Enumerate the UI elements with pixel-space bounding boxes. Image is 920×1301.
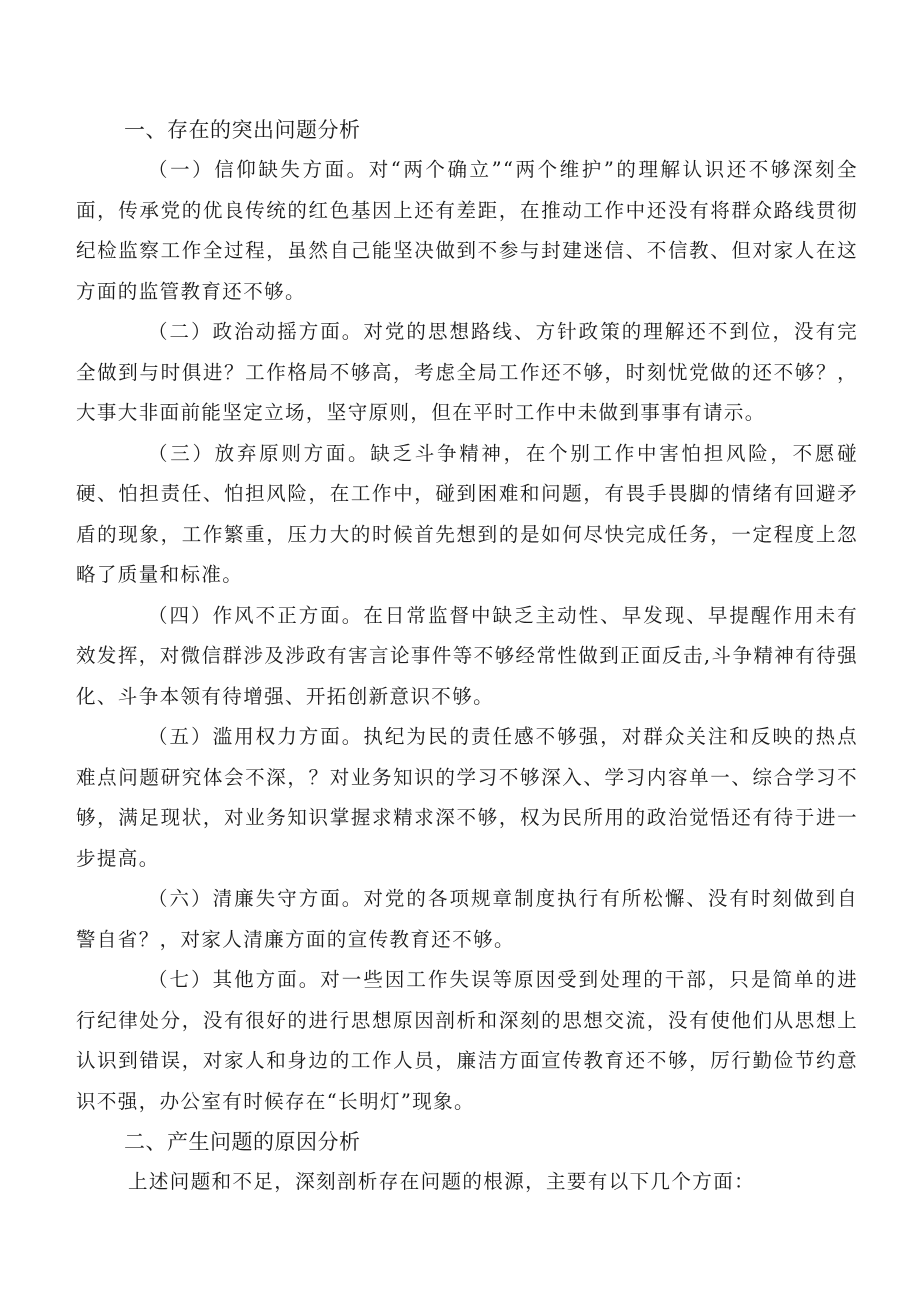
paragraph-integrity: （六）清廉失守方面。对党的各项规章制度执行有所松懈、没有时刻做到自警自省？，对家人清廉方面的宣传教育还不够。 bbox=[76, 887, 858, 951]
paragraph-style: （四）作风不正方面。在日常监督中缺乏主动性、早发现、早提醒作用未有效发挥，对微信群涉及涉政有害言论事件等不够经常性做到正面反击,斗争精神有待强化、斗争本领有待增强、开拓创新意识不够。 bbox=[76, 603, 858, 708]
section-1-heading: 一、存在的突出问题分析 bbox=[124, 118, 361, 142]
document-page bbox=[76, 110, 858, 1203]
paragraph-other: （七）其他方面。对一些因工作失误等原因受到处理的干部，只是简单的进行纪律处分，没有很好的进行思想原因剖析和深刻的思想交流，没有使他们从思想上认识到错误，对家人和身边的工作人员，廉洁方面宣传教育还不够，厉行勤俭节约意识不强，办公室有时候存在“长明灯”现象。 bbox=[76, 968, 858, 1113]
paragraph-politics: （二）政治动摇方面。对党的思想路线、方针政策的理解还不到位，没有完全做到与时俱进？工作格局不够高，考虑全局工作还不够，时刻忧党做的还不够？，大事大非面前能坚定立场，坚守原则，但在平时工作中未做到事事有请示。 bbox=[76, 320, 858, 424]
paragraph-faith: （一）信仰缺失方面。对“两个确立”“两个维护”的理解认识还不够深刻全面，传承党的优良传统的红色基因上还有差距，在推动工作中还没有将群众路线贯彻纪检监察工作全过程，虽然自己能坚决做到不参与封建迷信、不信教、但对家人在这方面的监管教育还不够。 bbox=[76, 158, 858, 303]
paragraph-causes-intro: 上述问题和不足，深刻剖析存在问题的根源，主要有以下几个方面： bbox=[128, 1170, 756, 1193]
section-2-heading: 二、产生问题的原因分析 bbox=[124, 1130, 361, 1154]
paragraph-principle: （三）放弃原则方面。缺乏斗争精神，在个别工作中害怕担风险，不愿碰硬、怕担责任、怕担风险，在工作中，碰到困难和问题，有畏手畏脚的情绪有回避矛盾的现象，工作繁重，压力大的时候首先想到的是如何尽快完成任务，一定程度上忽略了质量和标准。 bbox=[76, 441, 858, 586]
paragraph-power: （五）滥用权力方面。执纪为民的责任感不够强，对群众关注和反映的热点难点问题研究体会不深，？对业务知识的学习不够深入、学习内容单一、综合学习不够，满足现状，对业务知识掌握求精求深不够，权为民所用的政治觉悟还有待于进一步提高。 bbox=[76, 725, 858, 870]
